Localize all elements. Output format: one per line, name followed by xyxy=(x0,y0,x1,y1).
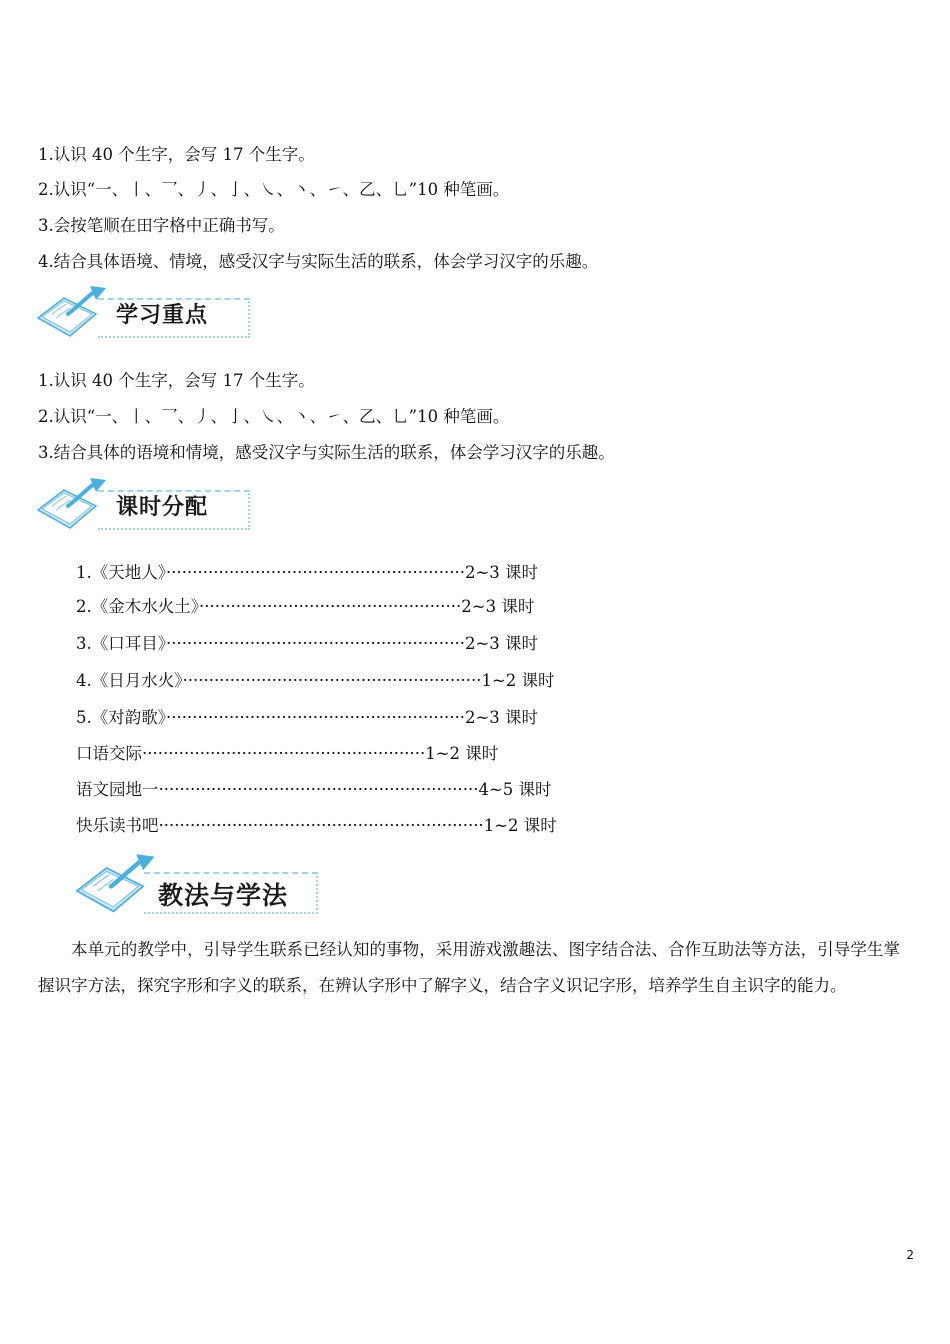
schedule-row xyxy=(76,596,534,618)
goal-item: 3.会按笔顺在田字格中正确书写。 xyxy=(38,216,285,235)
schedule-row xyxy=(76,562,538,584)
method-paragraph: 本单元的教学中，引导学生联系已经认知的事物，采用游戏激趣法、图字结合法、合作互助法等方法，引导学生掌握识字方法，探究字形和字义的联系，在辨认字形中了解字义，结合字义识记字形，培养学生自主识字的能力。 xyxy=(38,940,900,995)
schedule-hours: 2~3 课时 xyxy=(461,597,535,616)
leader-dots: ························································· xyxy=(166,563,465,582)
heading-frame xyxy=(98,298,250,338)
heading-frame xyxy=(98,490,250,530)
schedule-hours: 1~2 课时 xyxy=(483,816,557,835)
section-heading-key-points xyxy=(34,284,259,340)
section-title: 学习重点 xyxy=(116,303,209,328)
schedule-row xyxy=(76,633,538,655)
section-heading-method xyxy=(72,852,332,916)
schedule-hours: 2~3 课时 xyxy=(464,708,539,727)
goal-item: 1.认识 40 个生字，会写 17 个生字。 xyxy=(38,145,315,164)
leader-dots: ·················································· xyxy=(199,597,462,616)
schedule-lesson: 语文园地一 xyxy=(76,780,159,799)
schedule-lesson: 2.《金木水火土》 xyxy=(76,597,199,616)
leader-dots: ························································· xyxy=(182,671,482,690)
leader-dots: ······························································ xyxy=(158,816,484,835)
schedule-hours: 1~2 课时 xyxy=(425,744,499,763)
goal-item: 4.结合具体语境、情境，感受汉字与实际生活的联系，体会学习汉字的乐趣。 xyxy=(38,252,599,271)
schedule-lesson: 3.《口耳目》 xyxy=(76,634,166,653)
schedule-row xyxy=(76,779,552,801)
schedule-lesson: 5.《对韵歌》 xyxy=(76,708,166,727)
section-title: 教法与学法 xyxy=(158,881,289,910)
goal-item: 2.认识“一、丨、乛、丿、亅、㇏、丶、㇀、乙、乚”10 种笔画。 xyxy=(38,180,510,199)
schedule-hours: 2~3 课时 xyxy=(464,563,539,582)
key-point-item: 1.认识 40 个生字，会写 17 个生字。 xyxy=(38,371,315,390)
schedule-hours: 4~5 课时 xyxy=(478,780,552,799)
leader-dots: ························································· xyxy=(166,708,465,727)
schedule-row xyxy=(76,815,557,837)
schedule-row xyxy=(76,670,555,692)
page-number: 2 xyxy=(906,1248,914,1262)
leader-dots: ······················································ xyxy=(142,744,426,763)
key-point-item: 2.认识“一、丨、乛、丿、亅、㇏、丶、㇀、乙、乚”10 种笔画。 xyxy=(38,407,510,426)
schedule-lesson: 口语交际 xyxy=(76,744,142,763)
schedule-row xyxy=(76,743,498,765)
leader-dots: ························································· xyxy=(166,634,465,653)
schedule-lesson: 4.《日月水火》 xyxy=(76,671,183,690)
leader-dots: ····························································· xyxy=(158,780,479,799)
schedule-lesson: 1.《天地人》 xyxy=(76,563,166,582)
section-title: 课时分配 xyxy=(116,495,209,520)
key-point-item: 3.结合具体的语境和情境，感受汉字与实际生活的联系，体会学习汉字的乐趣。 xyxy=(38,443,615,462)
heading-frame xyxy=(144,872,318,914)
schedule-hours: 1~2 课时 xyxy=(481,671,555,690)
schedule-hours: 2~3 课时 xyxy=(464,634,539,653)
schedule-lesson: 快乐读书吧 xyxy=(76,816,159,835)
schedule-row xyxy=(76,707,538,729)
section-heading-schedule xyxy=(34,476,259,532)
